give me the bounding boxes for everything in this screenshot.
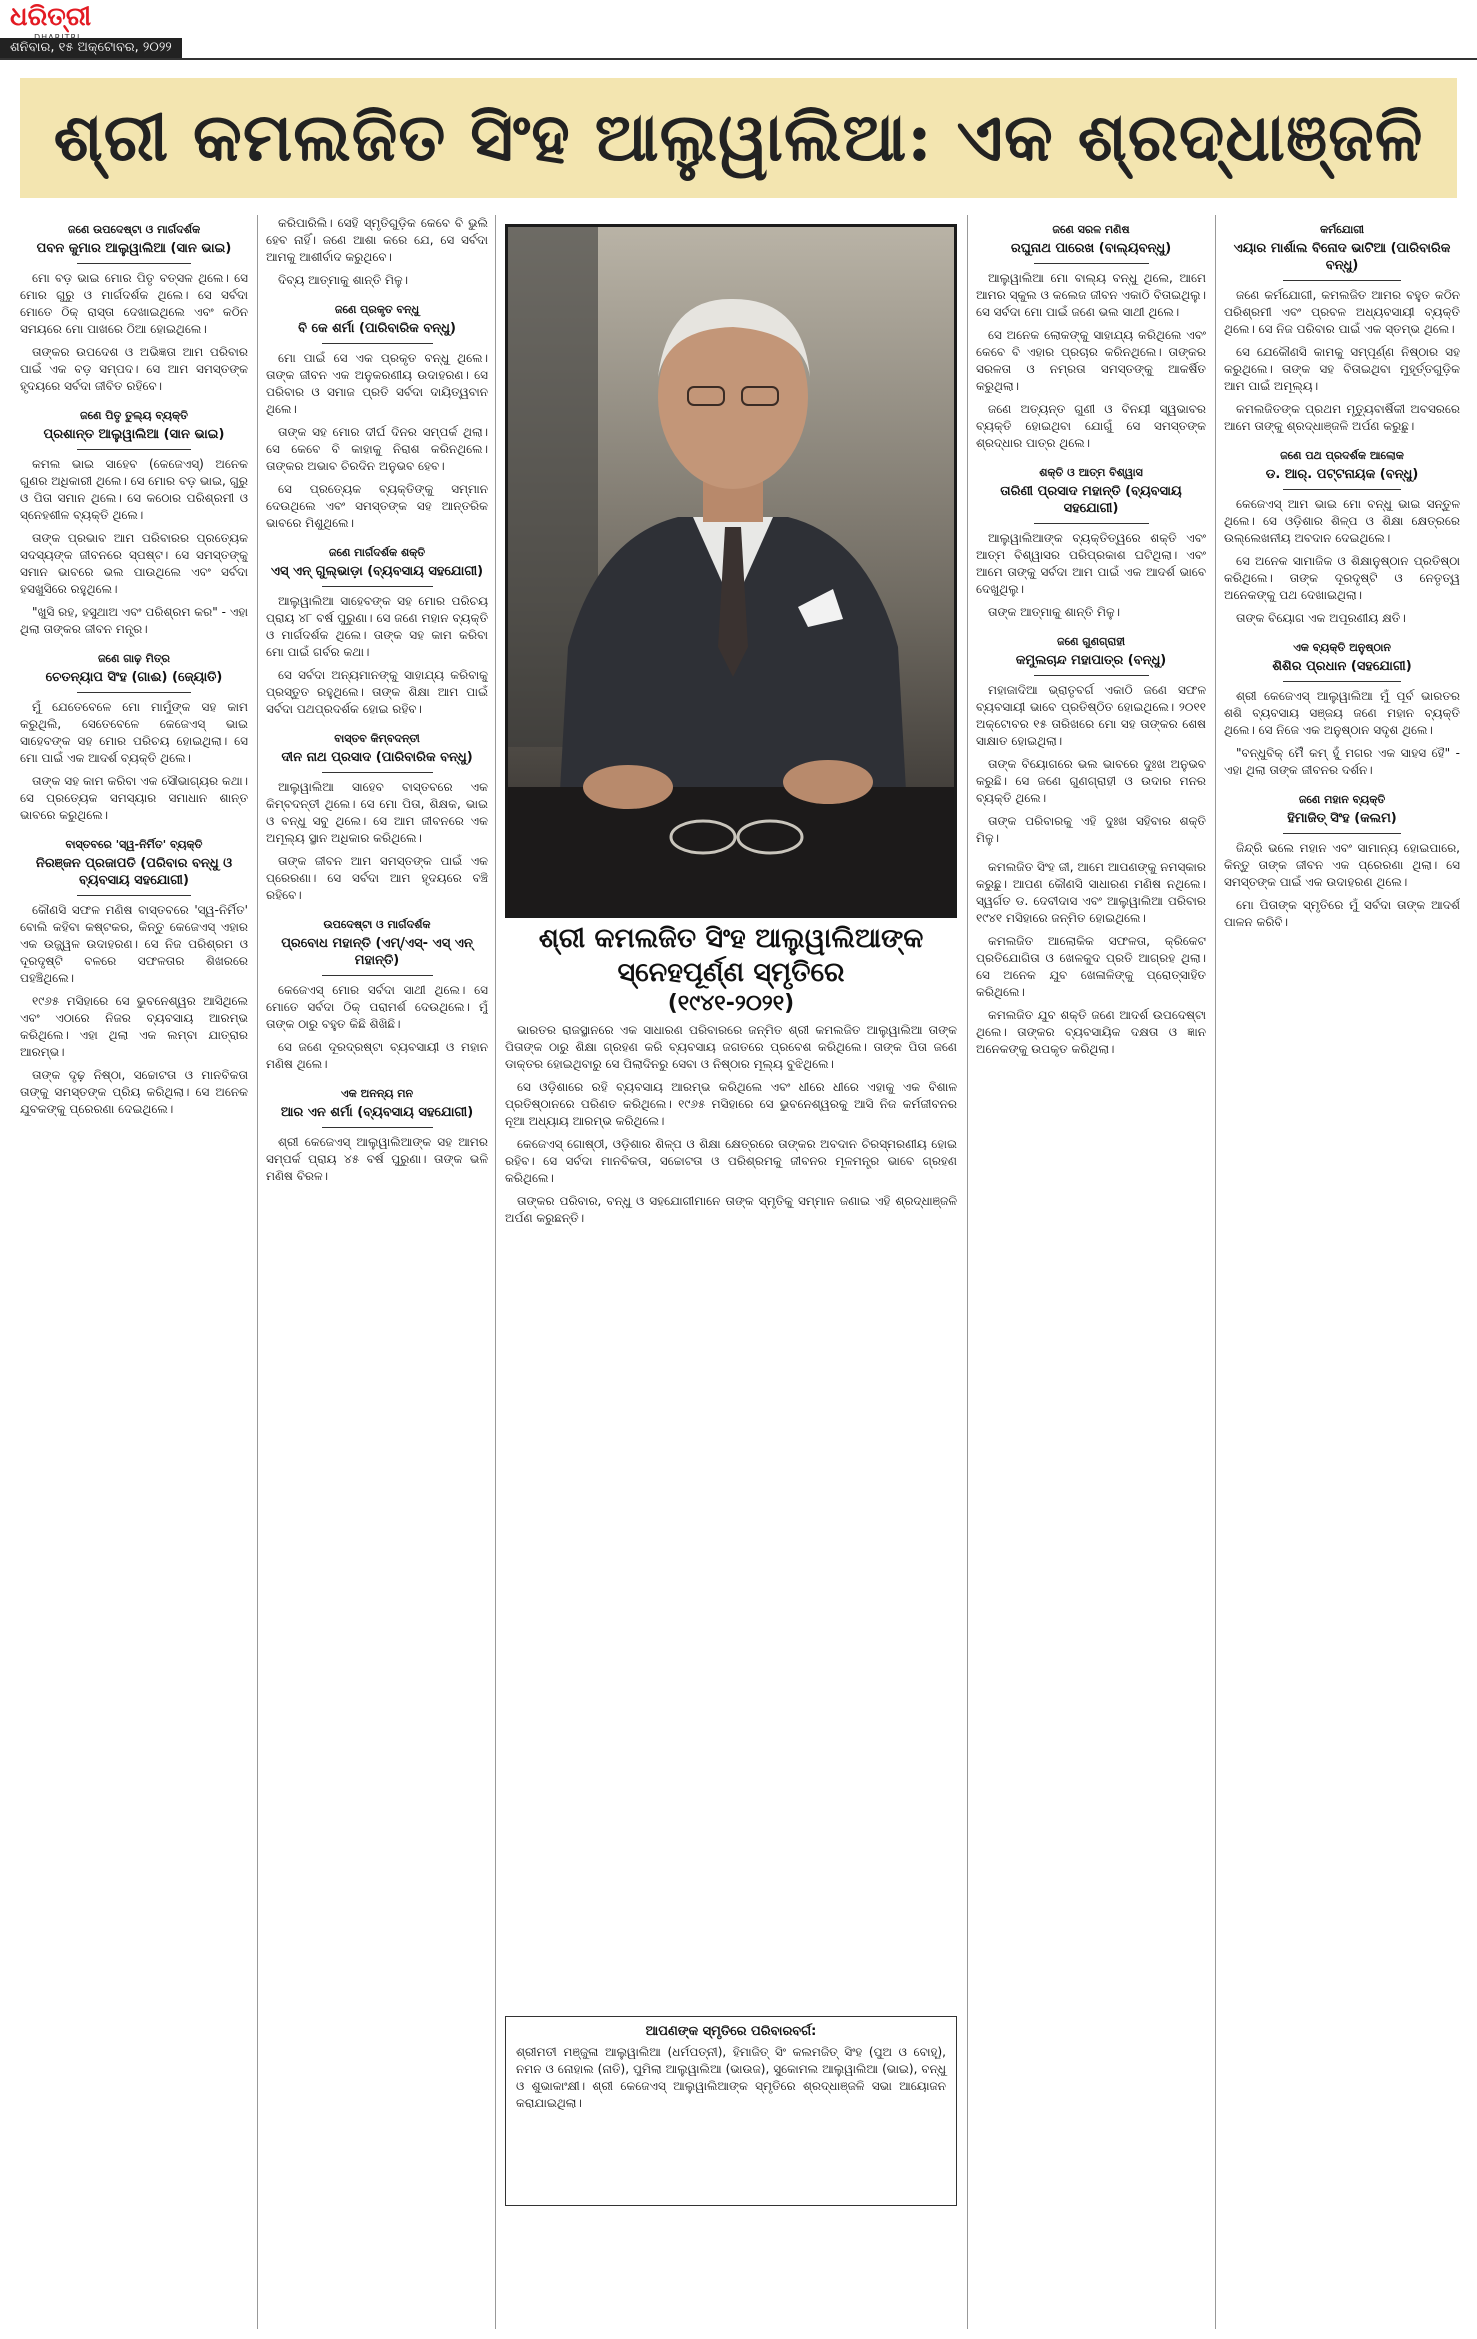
article-paragraph: ତାଙ୍କ ଆତ୍ମାକୁ ଶାନ୍ତି ମିଳୁ। <box>988 605 1121 619</box>
tribute-article <box>976 464 1206 621</box>
tribute-article <box>20 836 248 1118</box>
article-paragraph: ଦିବ୍ୟ ଆତ୍ମାକୁ ଶାନ୍ତି ମିଳୁ। <box>278 273 409 287</box>
column-divider <box>257 215 258 2329</box>
article-heading: ଜଣେ ଗାଢ଼ ମିତ୍ର <box>97 652 171 665</box>
article-paragraph: ଆଲୁୱାଲିଆ ମୋ ବାଲ୍ୟ ବନ୍ଧୁ ଥିଲେ, ଆମେ ଆମର ସ୍କୁଲ ଓ କଲେଜ ଜୀବନ ଏକାଠି ବିତାଇଥିଲୁ। ସେ ସର୍ବଦା ମୋ ପାଇଁ ଜଣେ ଭଲ ସାଥୀ ଥିଲେ। <box>976 271 1206 319</box>
article-paragraph: ତାଙ୍କର ଉପଦେଶ ଓ ଅଭିଜ୍ଞତା ଆମ ପରିବାର ପାଇଁ ଏକ ବଡ଼ ସମ୍ପଦ। ସେ ଆମ ସମସ୍ତଙ୍କ ହୃଦୟରେ ସର୍ବଦା ଜୀବିତ ରହିବେ। <box>20 345 248 393</box>
tribute-article <box>1224 791 1460 931</box>
article-heading: ଜଣେ ଗୁଣଗ୍ରାହୀ <box>1056 635 1126 648</box>
text-column-4 <box>1224 215 1460 2325</box>
article-rule <box>322 1127 433 1128</box>
article-rule <box>1034 263 1149 264</box>
article-heading: ବାସ୍ତବ କିମ୍ବଦନ୍ତୀ <box>334 732 420 745</box>
article-rule <box>1283 681 1401 682</box>
family-box <box>505 2016 957 2206</box>
article-paragraph: ଜିନ୍ଦ୍ରି ଭଲେ ମହାନ ଏବଂ ସାମାନ୍ୟ ହୋଇପାରେ, କିନ୍ତୁ ତାଙ୍କ ଜୀବନ ଏକ ପ୍ରେରଣା ଥିଲା। ସେ ସମସ୍ତଙ୍କ ପାଇଁ ଏକ ଉଦାହରଣ ଥିଲେ। <box>1224 841 1460 889</box>
article-author: ହିମାଜିତ୍ ସିଂହ (କଲମ) <box>1287 811 1397 826</box>
article-paragraph: ଶ୍ରୀ କେଜେଏସ୍ ଆଲୁୱାଲିଆ ମୁଁ ପୂର୍ବ ଭାରତର ଶଶି ବ୍ୟବସାୟ ସଞ୍ଜୟ ଜଣେ ମହାନ ବ୍ୟକ୍ତି ଥିଲେ। ସେ ନିଜେ ଏକ ଅନୁଷ୍ଠାନ ସଦୃଶ ଥିଲେ। <box>1224 689 1460 737</box>
article-rule <box>77 895 191 896</box>
article-heading: ଜଣେ ପ୍ରକୃତ ବନ୍ଧୁ <box>334 303 420 316</box>
article-paragraph: ମୋ ପାଇଁ ସେ ଏକ ପ୍ରକୃତ ବନ୍ଧୁ ଥିଲେ। ତାଙ୍କ ଜୀବନ ଏକ ଅନୁକରଣୀୟ ଉଦାହରଣ। ସେ ପରିବାର ଓ ସମାଜ ପ୍ରତି ସର୍ବଦା ଦାୟିତ୍ୱବାନ ଥିଲେ। <box>266 351 488 416</box>
article-heading: ଶକ୍ତି ଓ ଆତ୍ମ ବିଶ୍ୱାସ <box>1039 466 1143 479</box>
article-author: ଦୀନ ନାଥ ପ୍ରସାଦ (ପାରିବାରିକ ବନ୍ଧୁ) <box>281 750 473 765</box>
article-heading: ବାସ୍ତବରେ 'ସ୍ୱ-ନିର୍ମିତ' ବ୍ୟକ୍ତି <box>65 838 203 851</box>
article-paragraph: ମୁଁ ଯେତେବେଳେ ମୋ ମାମୁଁଙ୍କ ସହ କାମ କରୁଥିଲି, ସେତେବେଳେ କେଜେଏସ୍ ଭାଇ ସାହେବଙ୍କ ସହ ମୋର ପରିଚୟ ହୋଇଥିଲା। ସେ ମୋ ପାଇଁ ଏକ ଆଦର୍ଶ ବ୍ୟକ୍ତି ଥିଲେ। <box>20 700 248 765</box>
tribute-article <box>266 215 488 289</box>
article-rule <box>322 975 433 976</box>
article-author: ଶିଶିର ପ୍ରଧାନ (ସହଯୋଗୀ) <box>1272 659 1412 674</box>
intro-paragraph: ସେ ଓଡ଼ିଶାରେ ରହି ବ୍ୟବସାୟ ଆରମ୍ଭ କରିଥିଲେ ଏବଂ ଧୀରେ ଧୀରେ ଏହାକୁ ଏକ ବିଶାଳ ପ୍ରତିଷ୍ଠାନରେ ପରିଣତ କରିଥିଲେ। ୧୯୬୫ ମସିହାରେ ସେ ଭୁବନେଶ୍ୱରକୁ ଆସି ନିଜ କର୍ମଜୀବନର ନୂଆ ଅଧ୍ୟାୟ ଆରମ୍ଭ କରିଥିଲେ। <box>505 1080 957 1128</box>
tribute-article <box>20 407 248 638</box>
column-divider <box>967 215 968 2329</box>
article-author: କମୁଲଚାନ୍ଦ ମହାପାତ୍ର (ବନ୍ଧୁ) <box>1015 653 1167 668</box>
tribute-article <box>976 859 1206 1058</box>
masthead <box>0 0 1477 60</box>
tribute-article <box>266 301 488 532</box>
article-paragraph: ଜଣେ ଅତ୍ୟନ୍ତ ଗୁଣୀ ଓ ବିନୟୀ ସ୍ୱଭାବର ବ୍ୟକ୍ତି ହୋଇଥିବା ଯୋଗୁଁ ସେ ସମସ୍ତଙ୍କ ଶ୍ରଦ୍ଧାର ପାତ୍ର ଥିଲେ। <box>976 402 1206 450</box>
article-rule <box>322 586 433 587</box>
family-box-text: ଶ୍ରୀମତୀ ମଞ୍ଜୁଳା ଆଲୁୱାଲିଆ (ଧର୍ମପତ୍ନୀ), ହିମାଜିତ୍ ସିଂ କଲମଜିତ୍ ସିଂହ (ପୁଅ ଓ ବୋହୂ), ନମନ ଓ ନୋହାଲ (ନାତି), ପୁମିଲା ଆଲୁୱାଲିଆ (ଭାଉଜ), ସୁକୋମଲ ଆଲୁୱାଲିଆ (ଭାଇ), ବନ୍ଧୁ ଓ ଶୁଭାକାଂକ୍ଷୀ। ଶ୍ରୀ କେଜେଏସ୍ ଆଲୁୱାଲିଆଙ୍କ ସ୍ମୃତିରେ ଶ୍ରଦ୍ଧାଞ୍ଜଳି ସଭା ଆୟୋଜନ କରାଯାଇଥିଲା। <box>516 2045 946 2110</box>
tribute-article <box>976 633 1206 847</box>
article-heading: ଏକ ବ୍ୟକ୍ତି ଅନୁଷ୍ଠାନ <box>1293 641 1391 654</box>
tribute-article <box>20 221 248 395</box>
article-paragraph: ତାଙ୍କ ଦୃଢ଼ ନିଷ୍ଠା, ସଚ୍ଚୋଟତା ଓ ମାନବିକତା ତାଙ୍କୁ ସମସ୍ତଙ୍କ ପ୍ରିୟ କରିଥିଲା। ସେ ଅନେକ ଯୁବକଙ୍କୁ ପ୍ରେରଣା ଦେଇଥିଲେ। <box>20 1068 248 1116</box>
article-paragraph: "ବନ୍ଧୁବିକ୍ ମୈଁ କମ୍ ହୁଁ ମଗର ଏକ ସାହସ ହୈ" - ଏହା ଥିଲା ତାଙ୍କ ଜୀବନର ଦର୍ଶନ। <box>1224 746 1460 777</box>
article-author: ଆର ଏନ ଶର୍ମା (ବ୍ୟବସାୟ ସହଯୋଗୀ) <box>280 1105 474 1120</box>
photo-caption <box>505 922 957 1018</box>
article-paragraph: ଶ୍ରୀ କେଜେଏସ୍ ଆଲୁୱାଲିଆଙ୍କ ସହ ଆମର ସମ୍ପର୍କ ପ୍ରାୟ ୪୫ ବର୍ଷ ପୁରୁଣା। ତାଙ୍କ ଭଳି ମଣିଷ ବିରଳ। <box>266 1135 488 1183</box>
article-author: ତାରିଣୀ ପ୍ରସାଦ ମହାନ୍ତି (ବ୍ୟବସାୟ ସହଯୋଗୀ) <box>1000 484 1182 516</box>
article-paragraph: "ଖୁସି ରହ, ହସୁଥାଅ ଏବଂ ପରିଶ୍ରମ କର" - ଏହା ଥିଲା ତାଙ୍କର ଜୀବନ ମନ୍ତ୍ର। <box>20 605 248 636</box>
article-author: ପ୍ରଶାନ୍ତ ଆଲୁୱାଲିଆ (ସାନ ଭାଇ) <box>43 427 225 442</box>
article-heading: ଜଣେ ମହାନ ବ୍ୟକ୍ତି <box>1298 793 1386 806</box>
article-author: ଡ. ଆର୍. ପଟ୍ଟନାୟକ (ବନ୍ଧୁ) <box>1265 467 1419 482</box>
article-author: ଏସ୍ ଏନ୍ ଗୁଲ୍ଭାଡ଼ା (ବ୍ୟବସାୟ ସହଯୋଗୀ) <box>270 564 484 579</box>
page-title: ଶ୍ରୀ କମଲଜିତ ସିଂହ ଆଲୁୱାଲିଆ: ଏକ ଶ୍ରଦ୍ଧାଞ୍ଜଳି <box>53 98 1424 176</box>
article-paragraph: ତାଙ୍କ ପ୍ରଭାବ ଆମ ପରିବାରର ପ୍ରତ୍ୟେକ ସଦସ୍ୟଙ୍କ ଜୀବନରେ ସ୍ପଷ୍ଟ। ସେ ସମସ୍ତଙ୍କୁ ସମାନ ଭାବରେ ଭଲ ପାଉଥିଲେ ଏବଂ ସର୍ବଦା ହସଖୁସିରେ ରହୁଥିଲେ। <box>20 531 248 596</box>
article-author: ନିରଞ୍ଜନ ପ୍ରଜାପତି (ପରିବାର ବନ୍ଧୁ ଓ ବ୍ୟବସାୟ ସହଯୋଗୀ) <box>35 856 233 888</box>
text-column-1 <box>20 215 248 2325</box>
article-paragraph: କେଜେଏସ୍ ମୋର ସର୍ବଦା ସାଥୀ ଥିଲେ। ସେ ମୋତେ ସର୍ବଦା ଠିକ୍ ପରାମର୍ଶ ଦେଉଥିଲେ। ମୁଁ ତାଙ୍କ ଠାରୁ ବହୁତ କିଛି ଶିଖିଛି। <box>266 983 488 1031</box>
tribute-article <box>266 1085 488 1185</box>
article-paragraph: ତାଙ୍କ ବିୟୋଗରେ ଭଲ ଭାବରେ ଦୁଃଖ ଅନୁଭବ କରୁଛି। ସେ ଜଣେ ଗୁଣଗ୍ରାହୀ ଓ ଉଦାର ମନର ବ୍ୟକ୍ତି ଥିଲେ। <box>976 757 1206 805</box>
article-paragraph: ମୋ ପିତାଙ୍କ ସ୍ମୃତିରେ ମୁଁ ସର୍ବଦା ତାଙ୍କ ଆଦର୍ଶ ପାଳନ କରିବି। <box>1224 898 1460 929</box>
caption-years: (୧୯୪୧-୨୦୨୧) <box>667 991 795 1016</box>
article-heading: କର୍ମଯୋଗୀ <box>1319 223 1365 236</box>
article-author: ଚେତନ୍ୟାପ ସିଂହ (ଗାଈ) (ଜ୍ୟୋତି) <box>45 670 223 685</box>
article-paragraph: ଆଲୁୱାଲିଆ ସାହେବଙ୍କ ସହ ମୋର ପରିଚୟ ପ୍ରାୟ ୪୮ ବର୍ଷ ପୁରୁଣା। ସେ ଜଣେ ମହାନ ବ୍ୟକ୍ତି ଓ ମାର୍ଗଦର୍ଶକ ଥିଲେ। ତାଙ୍କ ସହ କାମ କରିବା ମୋ ପାଇଁ ଗର୍ବର କଥା। <box>266 594 488 659</box>
tribute-article <box>266 730 488 904</box>
article-rule <box>77 449 191 450</box>
article-paragraph: ସେ ଅନେକ ସାମାଜିକ ଓ ଶିକ୍ଷାନୁଷ୍ଠାନ ପ୍ରତିଷ୍ଠା କରିଥିଲେ। ତାଙ୍କ ଦୂରଦୃଷ୍ଟି ଓ ନେତୃତ୍ୱ ଅନେକଙ୍କୁ ପଥ ଦେଖାଇଥିଲା। <box>1224 554 1460 602</box>
tribute-article <box>1224 639 1460 779</box>
column-divider <box>1215 215 1216 2329</box>
article-paragraph: ସେ ପ୍ରତ୍ୟେକ ବ୍ୟକ୍ତିଙ୍କୁ ସମ୍ମାନ ଦେଉଥିଲେ ଏବଂ ସମସ୍ତଙ୍କ ସହ ଆନ୍ତରିକ ଭାବରେ ମିଶୁଥିଲେ। <box>266 482 488 530</box>
dateline: ଶନିବାର, ୧୫ ଅକ୍ଟୋବର, ୨୦୨୨ <box>0 38 182 58</box>
article-author: ପ୍ରବୋଧ ମହାନ୍ତି (ଏମ୍/ଏସ୍- ଏସ୍ ଏନ୍ ମହାନ୍ତି) <box>281 936 473 968</box>
article-paragraph: ତାଙ୍କ ପରିବାରକୁ ଏହି ଦୁଃଖ ସହିବାର ଶକ୍ତି ମିଳୁ। <box>976 814 1206 845</box>
portrait-photo <box>505 224 957 918</box>
newspaper-logo: ଧରିତ୍ରୀ <box>10 2 92 32</box>
article-paragraph: କମଲଜିତ ସିଂହ ଜୀ, ଆମେ ଆପଣଙ୍କୁ ନମସ୍କାର କରୁଛୁ। ଆପଣ କୌଣସି ସାଧାରଣ ମଣିଷ ନଥିଲେ। ସ୍ୱର୍ଗତ ଡ. ଦେବୀଦାସ ଏବଂ ଆଲୁୱାଲିଆ ପରିବାର ୧୯୪୧ ମସିହାରେ ଜନ୍ମିତ ହୋଇଥିଲେ। <box>976 860 1206 925</box>
intro-text <box>505 1022 957 1233</box>
article-author: ପବନ କୁମାର ଆଲୁୱାଲିଆ (ସାନ ଭାଇ) <box>36 241 232 256</box>
caption-memory: ସ୍ନେହପୂର୍ଣ୍ଣ ସ୍ମୃତିରେ <box>617 957 845 988</box>
article-paragraph: ସେ ସର୍ବଦା ଅନ୍ୟମାନଙ୍କୁ ସାହାଯ୍ୟ କରିବାକୁ ପ୍ରସ୍ତୁତ ରହୁଥିଲେ। ତାଙ୍କ ଶିକ୍ଷା ଆମ ପାଇଁ ସର୍ବଦା ପଥପ୍ରଦର୍ଶକ ହୋଇ ରହିବ। <box>266 668 488 716</box>
article-paragraph: ମହାଜାଦିଆ ଭ୍ରାତୃବର୍ଗ ଏକାଠି ଜଣେ ସଫଳ ବ୍ୟବସାୟୀ ଭାବେ ପ୍ରତିଷ୍ଠିତ ହୋଇଥିଲେ। ୨୦୧୧ ଅକ୍ଟୋବର ୧୫ ତାରିଖରେ ମୋ ସହ ତାଙ୍କର ଶେଷ ସାକ୍ଷାତ ହୋଇଥିଲା। <box>976 683 1206 748</box>
article-paragraph: ଆଲୁୱାଲିଆଙ୍କ ବ୍ୟକ୍ତିତ୍ୱରେ ଶକ୍ତି ଏବଂ ଆତ୍ମ ବିଶ୍ୱାସର ପରିପ୍ରକାଶ ଘଟିଥିଲା। ଏବଂ ଆମେ ତାଙ୍କୁ ସର୍ବଦା ଆମ ପାଇଁ ଏକ ଆଦର୍ଶ ଭାବେ ଦେଖୁଥିଲୁ। <box>976 531 1206 596</box>
tribute-article <box>1224 447 1460 627</box>
article-paragraph: ତାଙ୍କ ଜୀବନ ଆମ ସମସ୍ତଙ୍କ ପାଇଁ ଏକ ପ୍ରେରଣା। ସେ ସର୍ବଦା ଆମ ହୃଦୟରେ ବଞ୍ଚି ରହିବେ। <box>266 854 488 902</box>
article-heading: ଜଣେ ଉପଦେଷ୍ଟା ଓ ମାର୍ଗଦର୍ଶକ <box>67 223 201 236</box>
article-rule <box>322 343 433 344</box>
tribute-article <box>266 544 488 718</box>
title-banner <box>20 78 1457 198</box>
article-paragraph: ତାଙ୍କ ସହ ମୋର ଦୀର୍ଘ ଦିନର ସମ୍ପର୍କ ଥିଲା। ସେ କେବେ ବି କାହାକୁ ନିରାଶ କରିନଥିଲେ। ତାଙ୍କର ଅଭାବ ଚିରଦିନ ଅନୁଭବ ହେବ। <box>266 425 488 473</box>
article-paragraph: ତାଙ୍କ ସହ କାମ କରିବା ଏକ ସୌଭାଗ୍ୟର କଥା। ସେ ପ୍ରତ୍ୟେକ ସମସ୍ୟାର ସମାଧାନ ଶାନ୍ତ ଭାବରେ କରୁଥିଲେ। <box>20 774 248 822</box>
article-author: ରଘୁନାଥ ପାରେଖ (ବାଲ୍ୟବନ୍ଧୁ) <box>1010 241 1172 256</box>
intro-paragraph: ଭାରତର ରାଜସ୍ଥାନରେ ଏକ ସାଧାରଣ ପରିବାରରେ ଜନ୍ମିତ ଶ୍ରୀ କମଲଜିତ ଆଲୁୱାଲିଆ ତାଙ୍କ ପିତାଙ୍କ ଠାରୁ ଶିକ୍ଷା ଗ୍ରହଣ କରି ବ୍ୟବସାୟ ଜଗତରେ ପ୍ରବେଶ କରିଥିଲେ। ତାଙ୍କ ପିତା ଜଣେ ଡାକ୍ତର ହୋଇଥିବାରୁ ସେ ପିଲାଦିନରୁ ସେବା ଓ ନିଷ୍ଠାର ମୂଲ୍ୟ ବୁଝିଥିଲେ। <box>505 1023 957 1071</box>
article-paragraph: ମୋ ବଡ଼ ଭାଇ ମୋର ପିତୃ ବତ୍ସଳ ଥିଲେ। ସେ ମୋର ଗୁରୁ ଓ ମାର୍ଗଦର୍ଶକ ଥିଲେ। ସେ ସର୍ବଦା ମୋତେ ଠିକ୍ ରାସ୍ତା ଦେଖାଇଥିଲେ ଏବଂ କଠିନ ସମୟରେ ମୋ ପାଖରେ ଠିଆ ହୋଇଥିଲେ। <box>20 271 248 336</box>
article-paragraph: ସେ ଅନେକ ଲୋକଙ୍କୁ ସାହାଯ୍ୟ କରିଥିଲେ ଏବଂ କେବେ ବି ଏହାର ପ୍ରଚାର କରିନଥିଲେ। ତାଙ୍କର ସରଳତା ଓ ନମ୍ରତା ସମସ୍ତଙ୍କୁ ଆକର୍ଷିତ କରୁଥିଲା। <box>976 328 1206 393</box>
text-column-2 <box>266 215 488 2325</box>
article-paragraph: ସେ ଜଣେ ଦୂରଦ୍ରଷ୍ଟା ବ୍ୟବସାୟୀ ଓ ମହାନ ମଣିଷ ଥିଲେ। <box>266 1040 488 1071</box>
article-rule <box>77 692 191 693</box>
article-rule <box>322 772 433 773</box>
portrait-illustration <box>508 227 954 915</box>
tribute-article <box>976 221 1206 452</box>
article-paragraph: କମଲଜିତ ଯୁବ ଶକ୍ତି ଜଣେ ଆଦର୍ଶ ଉପଦେଷ୍ଟା ଥିଲେ। ତାଙ୍କର ବ୍ୟବସାୟିକ ଦକ୍ଷତା ଓ ଜ୍ଞାନ ଅନେକଙ୍କୁ ଉପକୃତ କରିଥିଲା। <box>976 1008 1206 1056</box>
intro-paragraph: ତାଙ୍କର ପରିବାର, ବନ୍ଧୁ ଓ ସହଯୋଗୀମାନେ ତାଙ୍କ ସ୍ମୃତିକୁ ସମ୍ମାନ ଜଣାଇ ଏହି ଶ୍ରଦ୍ଧାଞ୍ଜଳି ଅର୍ପଣ କରୁଛନ୍ତି। <box>505 1194 957 1225</box>
article-paragraph: ସେ ଯେକୌଣସି କାମକୁ ସମ୍ପୂର୍ଣ୍ଣ ନିଷ୍ଠାର ସହ କରୁଥିଲେ। ତାଙ୍କ ସହ ବିତାଇଥିବା ମୁହୂର୍ତ୍ତଗୁଡ଼ିକ ଆମ ପାଇଁ ଅମୂଲ୍ୟ। <box>1224 345 1460 393</box>
article-rule <box>1283 833 1401 834</box>
article-rule <box>1283 489 1401 490</box>
article-paragraph: କେଜେଏସ୍ ଆମ ଭାଇ ମୋ ବନ୍ଧୁ ଭାଇ ସନ୍ତୁଳ ଥିଲେ। ସେ ଓଡ଼ିଶାର ଶିଳ୍ପ ଓ ଶିକ୍ଷା କ୍ଷେତ୍ରରେ ଉଲ୍ଲେଖନୀୟ ଅବଦାନ ଦେଇଥିଲେ। <box>1224 497 1460 545</box>
article-paragraph: ତାଙ୍କ ବିୟୋଗ ଏକ ଅପୂରଣୀୟ କ୍ଷତି। <box>1236 611 1406 625</box>
article-paragraph: ଆଲୁୱାଲିଆ ସାହେବ ବାସ୍ତବରେ ଏକ କିମ୍ବଦନ୍ତୀ ଥିଲେ। ସେ ମୋ ପିତା, ଶିକ୍ଷକ, ଭାଇ ଓ ବନ୍ଧୁ ସବୁ ଥିଲେ। ସେ ଆମ ଜୀବନରେ ଏକ ଅମୂଲ୍ୟ ସ୍ଥାନ ଅଧିକାର କରିଥିଲେ। <box>266 780 488 845</box>
article-heading: ଜଣେ ପିତୃ ତୁଲ୍ୟ ବ୍ୟକ୍ତି <box>79 409 189 422</box>
column-divider <box>495 215 496 2329</box>
article-paragraph: କରିପାରିଲି। ସେହି ସ୍ମୃତିଗୁଡ଼ିକ କେବେ ବି ଭୁଲି ହେବ ନାହିଁ। ଜଣେ ଆଶା କରେ ଯେ, ସେ ସର୍ବଦା ଆମକୁ ଆଶୀର୍ବାଦ କରୁଥିବେ। <box>266 216 488 264</box>
article-rule <box>77 263 191 264</box>
tribute-article <box>266 916 488 1073</box>
article-paragraph: ୧୯୬୫ ମସିହାରେ ସେ ଭୁବନେଶ୍ୱର ଆସିଥିଲେ ଏବଂ ଏଠାରେ ନିଜର ବ୍ୟବସାୟ ଆରମ୍ଭ କରିଥିଲେ। ଏହା ଥିଲା ଏକ ଲମ୍ବା ଯାତ୍ରାର ଆରମ୍ଭ। <box>20 994 248 1059</box>
intro-paragraph: କେଜେଏସ୍ ଗୋଷ୍ଠୀ, ଓଡ଼ିଶାର ଶିଳ୍ପ ଓ ଶିକ୍ଷା କ୍ଷେତ୍ରରେ ତାଙ୍କର ଅବଦାନ ଚିରସ୍ମରଣୀୟ ହୋଇ ରହିବ। ସେ ସର୍ବଦା ମାନବିକତା, ସଚ୍ଚୋଟତା ଓ ପରିଶ୍ରମକୁ ଜୀବନର ମୂଳମନ୍ତ୍ର ଭାବେ ଗ୍ରହଣ କରିଥିଲେ। <box>505 1137 957 1185</box>
article-paragraph: ଜଣେ କର୍ମଯୋଗୀ, କମଲଜିତ ଆମର ବହୁତ କଠିନ ପରିଶ୍ରମୀ ଏବଂ ପ୍ରବଳ ଅଧ୍ୟବସାୟୀ ବ୍ୟକ୍ତି ଥିଲେ। ସେ ନିଜ ପରିବାର ପାଇଁ ଏକ ସ୍ତମ୍ଭ ଥିଲେ। <box>1224 288 1460 336</box>
article-paragraph: କମଲ ଭାଇ ସାହେବ (କେଜେଏସ୍) ଅନେକ ଗୁଣର ଅଧିକାରୀ ଥିଲେ। ସେ ମୋର ବଡ଼ ଭାଇ, ଗୁରୁ ଓ ପିତା ସମାନ ଥିଲେ। ସେ କଠୋର ପରିଶ୍ରମୀ ଓ ସ୍ନେହଶୀଳ ବ୍ୟକ୍ତି ଥିଲେ। <box>20 457 248 522</box>
article-heading: ଜଣେ ମାର୍ଗଦର୍ଶକ ଶକ୍ତି <box>328 546 426 559</box>
article-heading: ଜଣେ ପଥ ପ୍ରଦର୍ଶକ ଆଲୋକ <box>1280 449 1404 462</box>
article-author: ଏୟାର ମାର୍ଶାଲ ବିନୋଦ ଭାଟିଆ (ପାରିବାରିକ ବନ୍ଧୁ) <box>1233 241 1451 273</box>
tribute-article <box>20 650 248 824</box>
article-heading: ଏକ ଅନନ୍ୟ ମନ <box>340 1087 414 1100</box>
article-paragraph: କମଲଜିତଙ୍କ ପ୍ରଥମ ମୃତ୍ୟୁବାର୍ଷିକୀ ଅବସରରେ ଆମେ ତାଙ୍କୁ ଶ୍ରଦ୍ଧାଞ୍ଜଳି ଅର୍ପଣ କରୁଛୁ। <box>1224 402 1460 433</box>
text-column-3 <box>976 215 1206 2325</box>
article-rule <box>1283 280 1401 281</box>
article-heading: ଉପଦେଷ୍ଟା ଓ ମାର୍ଗଦର୍ଶକ <box>323 918 431 931</box>
article-author: ବି କେ ଶର୍ମା (ପାରିବାରିକ ବନ୍ଧୁ) <box>298 321 456 336</box>
article-paragraph: କମଲଜିତ ଆଲୋକିକ ସଫଳତା, କ୍ରିକେଟ ପ୍ରତିଯୋଗିତା ଓ ଖେଳକୁଦ ପ୍ରତି ଆଗ୍ରହ ଥିଲା। ସେ ଅନେକ ଯୁବ ଖେଳାଳିଙ୍କୁ ପ୍ରୋତ୍ସାହିତ କରିଥିଲେ। <box>976 934 1206 999</box>
article-rule <box>1034 675 1149 676</box>
article-paragraph: କୌଣସି ସଫଳ ମଣିଷ ବାସ୍ତବରେ 'ସ୍ୱ-ନିର୍ମିତ' ବୋଲି କହିବା କଷ୍ଟକର, କିନ୍ତୁ କେଜେଏସ୍ ଏହାର ଏକ ଉଜ୍ଜ୍ୱଳ ଉଦାହରଣ। ସେ ନିଜ ପରିଶ୍ରମ ଓ ଦୂରଦୃଷ୍ଟି ବଳରେ ସଫଳତାର ଶିଖରରେ ପହଞ୍ଚିଥିଲେ। <box>20 903 248 985</box>
article-heading: ଜଣେ ସରଳ ମଣିଷ <box>1052 223 1130 236</box>
caption-name: ଶ୍ରୀ କମଲଜିତ ସିଂହ ଆଲୁୱାଲିଆଙ୍କ <box>538 923 924 954</box>
tribute-article <box>1224 221 1460 435</box>
family-box-title: ଆପଣଙ୍କ ସ୍ମୃତିରେ ପରିବାରବର୍ଗ: <box>645 2024 817 2039</box>
article-rule <box>1034 523 1149 524</box>
